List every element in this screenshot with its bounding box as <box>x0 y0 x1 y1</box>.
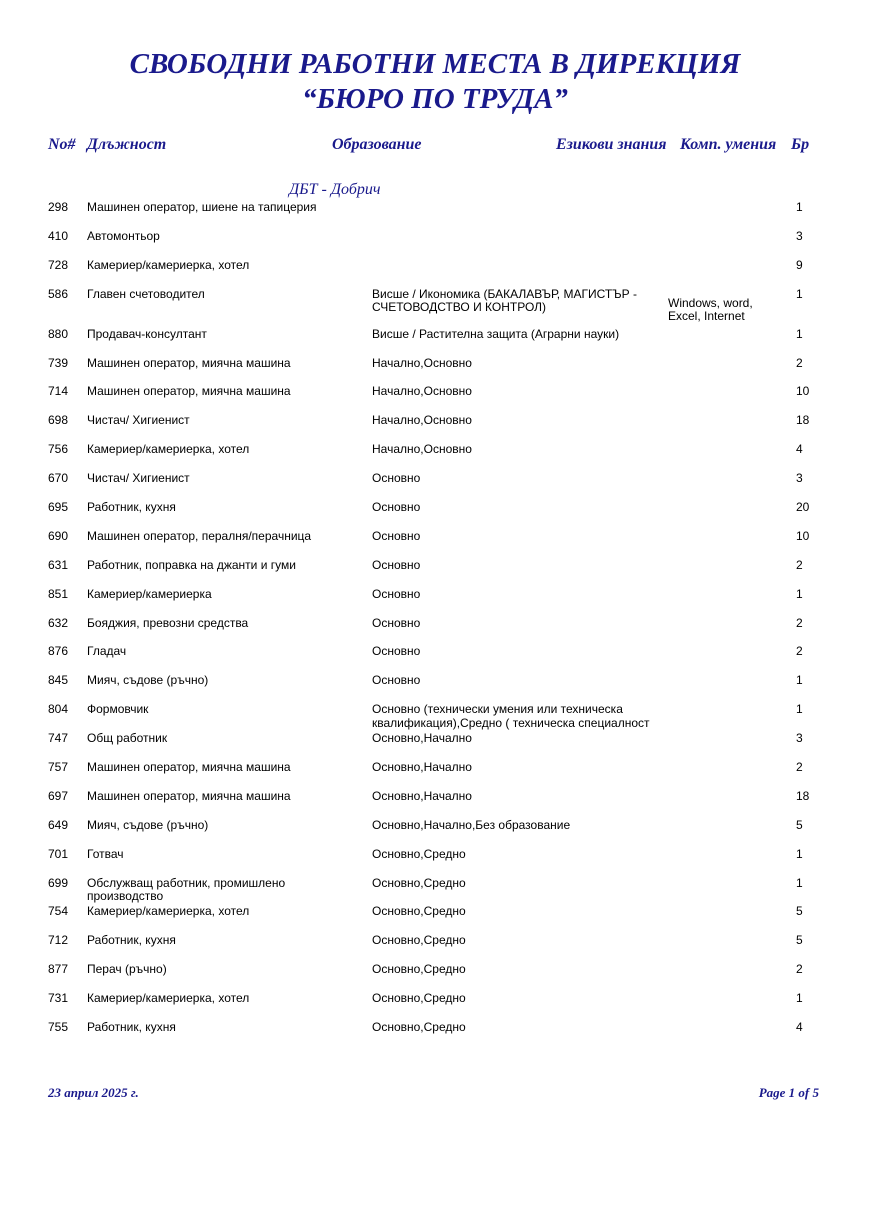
footer-date: 23 април 2025 г. <box>48 1085 139 1100</box>
table-row <box>0 617 870 646</box>
table-row <box>0 761 870 790</box>
cell-education: Основно,Средно <box>372 933 466 948</box>
cell-count: 5 <box>796 933 803 948</box>
table-row <box>0 472 870 501</box>
table-row <box>0 328 870 357</box>
cell-no: 876 <box>48 644 69 659</box>
cell-position: Работник, кухня <box>87 1020 176 1035</box>
table-row <box>0 588 870 617</box>
table-row <box>0 703 870 732</box>
cell-count: 2 <box>796 615 803 630</box>
cell-count: 1 <box>796 673 803 688</box>
table-row <box>0 963 870 992</box>
cell-no: 739 <box>48 355 69 370</box>
cell-position: Мияч, съдове (ръчно) <box>87 673 209 688</box>
table-row <box>0 357 870 386</box>
cell-no: 877 <box>48 962 69 977</box>
cell-education: Основно,Средно <box>372 991 466 1006</box>
cell-no: 728 <box>48 257 69 272</box>
table-row <box>0 230 870 259</box>
cell-position: Главен счетоводител <box>87 286 205 301</box>
cell-count: 1 <box>796 846 803 861</box>
cell-position: Формовчик <box>87 702 149 717</box>
cell-no: 701 <box>48 846 69 861</box>
cell-no: 845 <box>48 673 69 688</box>
cell-position: Машинен оператор, пералня/перачница <box>87 528 312 543</box>
cell-no: 754 <box>48 904 69 919</box>
header-no: No# <box>48 136 76 153</box>
cell-education: Начално,Основно <box>372 384 472 399</box>
cell-count: 3 <box>796 471 803 486</box>
cell-position: Машинен оператор, миячна машина <box>87 760 291 775</box>
cell-no: 731 <box>48 991 69 1006</box>
cell-no: 697 <box>48 788 69 803</box>
cell-education: Основно <box>372 615 421 630</box>
cell-no: 632 <box>48 615 69 630</box>
cell-count: 2 <box>796 962 803 977</box>
cell-count: 3 <box>796 228 803 243</box>
cell-count: 1 <box>796 200 803 214</box>
vacancy-table <box>0 201 870 1050</box>
cell-education: Висше / Икономика (БАКАЛАВЪР, МАГИСТЪР - СЧЕТОВОДСТВО И КОНТРОЛ) <box>372 286 638 315</box>
cell-no: 631 <box>48 557 69 572</box>
cell-count: 4 <box>796 442 803 457</box>
table-row <box>0 288 870 328</box>
table-row <box>0 414 870 443</box>
table-row <box>0 1021 870 1050</box>
cell-count: 1 <box>796 702 803 717</box>
cell-education: Основно,Средно <box>372 875 466 890</box>
cell-no: 712 <box>48 933 69 948</box>
cell-position: Обслужващ работник, промишлено производство <box>87 875 286 904</box>
cell-no: 756 <box>48 442 69 457</box>
cell-position: Камериер/камериерка, хотел <box>87 442 250 457</box>
cell-computer-skills: Windows, word, Excel, Internet <box>668 295 753 324</box>
cell-count: 1 <box>796 286 803 301</box>
cell-count: 20 <box>796 500 810 515</box>
table-row <box>0 674 870 703</box>
cell-position: Камериер/камериерка <box>87 586 212 601</box>
cell-education: Основно <box>372 673 421 688</box>
cell-education: Начално,Основно <box>372 413 472 428</box>
cell-count: 1 <box>796 586 803 601</box>
cell-no: 695 <box>48 500 69 515</box>
cell-position: Готвач <box>87 846 124 861</box>
cell-education: Основно,Начално,Без образование <box>372 817 571 832</box>
table-row <box>0 819 870 848</box>
cell-education: Основно,Средно <box>372 1020 466 1035</box>
table-row <box>0 443 870 472</box>
cell-education: Основно (технически умения или техническа квалификация),Средно ( техническа специалност <box>372 702 650 730</box>
cell-education: Основно <box>372 644 421 659</box>
cell-no: 699 <box>48 875 69 890</box>
cell-count: 2 <box>796 760 803 775</box>
cell-count: 18 <box>796 788 810 803</box>
cell-count: 4 <box>796 1020 803 1035</box>
cell-count: 5 <box>796 904 803 919</box>
footer-page-number: Page 1 of 5 <box>758 1085 819 1100</box>
cell-education: Основно,Средно <box>372 904 466 919</box>
table-row <box>0 848 870 877</box>
cell-education: Основно <box>372 557 421 572</box>
cell-no: 747 <box>48 731 69 746</box>
cell-count: 1 <box>796 326 803 341</box>
cell-position: Автомонтьор <box>87 228 160 243</box>
table-row <box>0 201 870 230</box>
cell-no: 586 <box>48 286 69 301</box>
document-title-line2: “БЮРО ПО ТРУДА” <box>302 83 568 115</box>
table-row <box>0 790 870 819</box>
cell-position: Работник, кухня <box>87 933 176 948</box>
table-row <box>0 559 870 588</box>
cell-education: Основно <box>372 500 421 515</box>
cell-position: Камериер/камериерка, хотел <box>87 904 250 919</box>
table-row <box>0 259 870 288</box>
cell-education: Основно <box>372 586 421 601</box>
header-count: Бр <box>791 136 810 153</box>
cell-no: 880 <box>48 326 69 341</box>
header-education: Образование <box>332 136 422 153</box>
cell-count: 2 <box>796 355 803 370</box>
cell-position: Мияч, съдове (ръчно) <box>87 817 209 832</box>
cell-no: 670 <box>48 471 69 486</box>
cell-education: Основно,Начално <box>372 731 472 746</box>
cell-education: Основно,Начално <box>372 760 472 775</box>
cell-education: Основно <box>372 471 421 486</box>
table-row <box>0 934 870 963</box>
cell-position: Камериер/камериерка, хотел <box>87 991 250 1006</box>
table-row <box>0 385 870 414</box>
section-title: ДБТ - Добрич <box>289 181 381 198</box>
cell-count: 10 <box>796 528 810 543</box>
header-computer-skills: Комп. умения <box>680 136 777 153</box>
cell-position: Бояджия, превозни средства <box>87 615 249 630</box>
table-row <box>0 732 870 761</box>
cell-education: Основно <box>372 528 421 543</box>
cell-count: 10 <box>796 384 810 399</box>
cell-count: 18 <box>796 413 810 428</box>
cell-education: Основно,Начално <box>372 788 472 803</box>
cell-no: 649 <box>48 817 69 832</box>
cell-no: 410 <box>48 228 69 243</box>
header-position: Длъжност <box>87 136 167 153</box>
cell-no: 757 <box>48 760 69 775</box>
cell-education: Основно,Средно <box>372 962 466 977</box>
cell-no: 690 <box>48 528 69 543</box>
cell-position: Работник, поправка на джанти и гуми <box>87 557 296 572</box>
cell-position: Камериер/камериерка, хотел <box>87 257 250 272</box>
cell-education: Основно,Средно <box>372 846 466 861</box>
cell-no: 698 <box>48 413 69 428</box>
cell-position: Машинен оператор, миячна машина <box>87 788 291 803</box>
cell-position: Общ работник <box>87 731 168 746</box>
table-row <box>0 530 870 559</box>
cell-education: Висше / Растителна защита (Аграрни науки) <box>372 326 620 341</box>
cell-count: 3 <box>796 731 803 746</box>
cell-count: 1 <box>796 875 803 890</box>
cell-no: 298 <box>48 200 69 214</box>
cell-position: Машинен оператор, миячна машина <box>87 384 291 399</box>
cell-position: Машинен оператор, миячна машина <box>87 355 291 370</box>
cell-no: 755 <box>48 1020 69 1035</box>
cell-no: 851 <box>48 586 69 601</box>
cell-education: Начално,Основно <box>372 355 472 370</box>
header-languages: Езикови знания <box>556 136 667 153</box>
cell-position: Машинен оператор, шиене на тапицерия <box>87 200 317 214</box>
table-row <box>0 992 870 1021</box>
cell-no: 714 <box>48 384 69 399</box>
table-row <box>0 501 870 530</box>
cell-position: Перач (ръчно) <box>87 962 167 977</box>
document-title-line1: СВОБОДНИ РАБОТНИ МЕСТА В ДИРЕКЦИЯ <box>129 48 741 80</box>
cell-position: Чистач/ Хигиенист <box>87 471 190 486</box>
cell-position: Работник, кухня <box>87 500 176 515</box>
cell-count: 2 <box>796 644 803 659</box>
cell-position: Гладач <box>87 644 127 659</box>
cell-position: Продавач-консултант <box>87 326 207 341</box>
cell-position: Чистач/ Хигиенист <box>87 413 190 428</box>
cell-count: 9 <box>796 257 803 272</box>
table-row <box>0 645 870 674</box>
table-row <box>0 877 870 906</box>
cell-education: Начално,Основно <box>372 442 472 457</box>
cell-count: 1 <box>796 991 803 1006</box>
cell-count: 5 <box>796 817 803 832</box>
cell-no: 804 <box>48 702 69 717</box>
table-row <box>0 905 870 934</box>
cell-count: 2 <box>796 557 803 572</box>
